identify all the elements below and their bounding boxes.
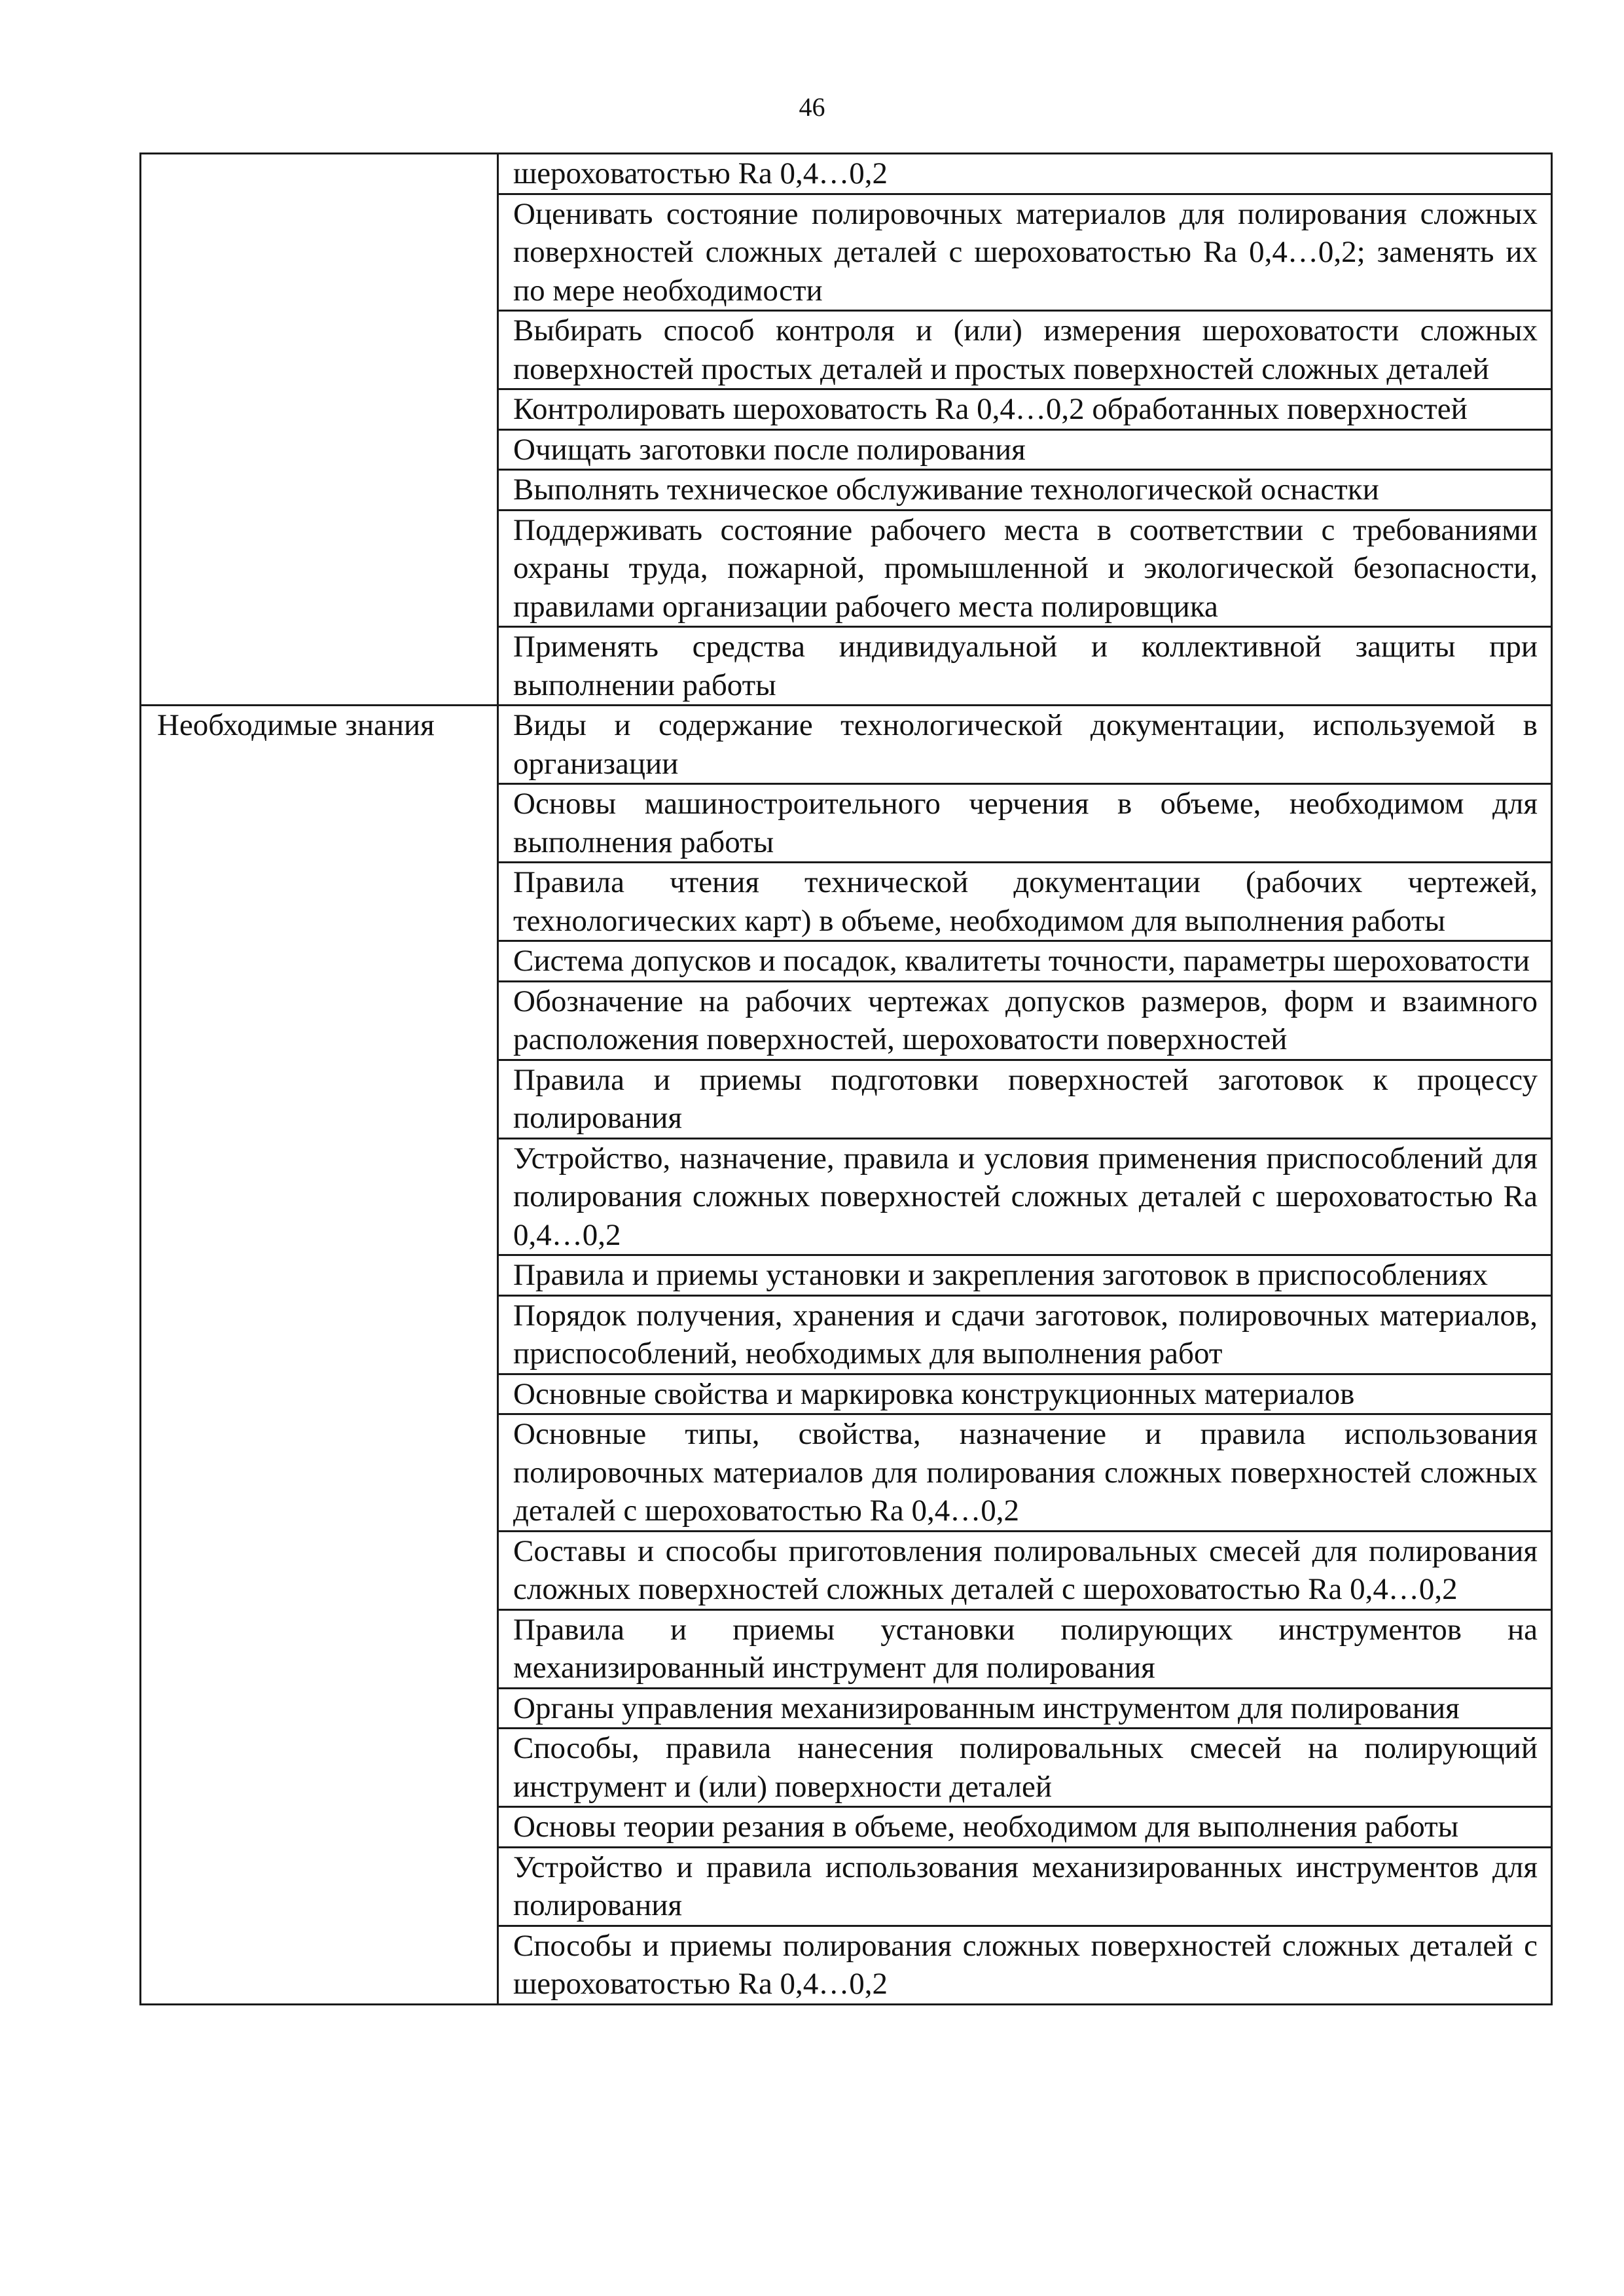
table-cell: Применять средства индивидуальной и коллективной защиты при выполнении работы <box>498 627 1552 706</box>
table-cell: Основные типы, свойства, назначение и правила использования полировочных материалов для полирования сложных поверхностей сложных деталей с шероховатостью Ra 0,4…0,2 <box>498 1414 1552 1532</box>
knowledge-label-cell: Необходимые знания <box>141 706 498 2005</box>
table-cell: Виды и содержание технологической документации, используемой в организации <box>498 706 1552 784</box>
table-cell: Основные свойства и маркировка конструкционных материалов <box>498 1374 1552 1414</box>
skills-label-cell <box>141 154 498 706</box>
table-cell: Устройство и правила использования механизированных инструментов для полирования <box>498 1847 1552 1926</box>
table-cell: Оценивать состояние полировочных материалов для полирования сложных поверхностей сложных деталей с шероховатостью Ra 0,4…0,2; заменять их по мере необходимости <box>498 194 1552 311</box>
table-cell: Выбирать способ контроля и (или) измерения шероховатости сложных поверхностей простых деталей и простых поверхностей сложных деталей <box>498 311 1552 389</box>
table-cell: Основы машиностроительного черчения в объеме, необходимом для выполнения работы <box>498 784 1552 863</box>
table-row <box>141 706 1552 784</box>
table-cell: Органы управления механизированным инструментом для полирования <box>498 1688 1552 1729</box>
table-cell: Выполнять техническое обслуживание технологической оснастки <box>498 470 1552 511</box>
table-cell: шероховатостью Ra 0,4…0,2 <box>498 154 1552 194</box>
table-cell: Способы и приемы полирования сложных поверхностей сложных деталей с шероховатостью Ra 0,4…0,2 <box>498 1926 1552 2004</box>
table-cell: Правила и приемы установки и закрепления заготовок в приспособлениях <box>498 1255 1552 1296</box>
table-cell: Обозначение на рабочих чертежах допусков размеров, форм и взаимного расположения поверхностей, шероховатости поверхностей <box>498 981 1552 1060</box>
table-cell: Составы и способы приготовления полировальных смесей для полирования сложных поверхностей сложных деталей с шероховатостью Ra 0,4…0,2 <box>498 1531 1552 1609</box>
table-cell: Порядок получения, хранения и сдачи заготовок, полировочных материалов, приспособлений, необходимых для выполнения работ <box>498 1295 1552 1374</box>
requirements-table <box>139 152 1553 2005</box>
table-cell: Правила и приемы подготовки поверхностей заготовок к процессу полирования <box>498 1060 1552 1138</box>
table-row <box>141 154 1552 194</box>
page-number: 46 <box>799 92 825 122</box>
table-cell: Способы, правила нанесения полировальных смесей на полирующий инструмент и (или) поверхности деталей <box>498 1729 1552 1807</box>
table-cell: Очищать заготовки после полирования <box>498 429 1552 470</box>
table-cell: Контролировать шероховатость Ra 0,4…0,2 обработанных поверхностей <box>498 389 1552 430</box>
table-cell: Система допусков и посадок, квалитеты точности, параметры шероховатости <box>498 941 1552 982</box>
table-cell: Правила и приемы установки полирующих инструментов на механизированный инструмент для полирования <box>498 1609 1552 1688</box>
table-cell: Основы теории резания в объеме, необходимом для выполнения работы <box>498 1807 1552 1848</box>
table-cell: Устройство, назначение, правила и условия применения приспособлений для полирования сложных поверхностей сложных деталей с шероховатостью Ra 0,4…0,2 <box>498 1138 1552 1255</box>
table-cell: Поддерживать состояние рабочего места в соответствии с требованиями охраны труда, пожарной, промышленной и экологической безопасности, правилами организации рабочего места полировщика <box>498 510 1552 627</box>
table-cell: Правила чтения технической документации (рабочих чертежей, технологических карт) в объеме, необходимом для выполнения работы <box>498 863 1552 941</box>
